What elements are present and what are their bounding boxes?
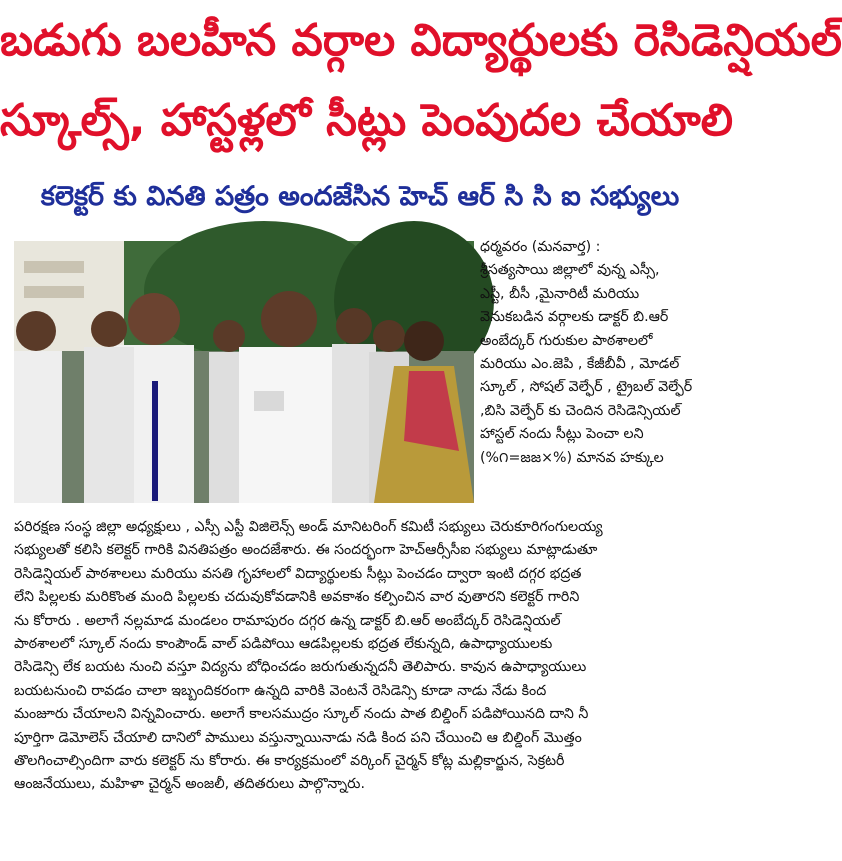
article-line: లేని పిల్లలకు మరికొంత మంది పిల్లలకు చదువుకోవడానికి అవకాశం కల్పించిన వార వుతారని కలెక్టర్ గారిని [14, 589, 580, 606]
article-line: ఎస్టీ, బీసీ ,మైనారిటీ మరియు [480, 285, 640, 302]
article-line: రెసిడెన్షియల్ పాఠశాలలు మరియు వసతి గృహాలలో విద్యార్థులకు సీట్లు పెంచడం ద్వారా ఇంటి దగ్గర భద్రత [14, 565, 582, 582]
news-photo [14, 241, 474, 503]
subheadline: కలెక్టర్ కు వినతి పత్రం అందజేసిన హెచ్ ఆర్ సి సి ఐ సభ్యులు [40, 181, 680, 212]
article-line: హాస్టల్ నందు సీట్లు పెంచా లని [480, 426, 644, 443]
article-line: మరియు ఎం.జెపి , కేజీబీవీ , మోడల్ [480, 355, 680, 372]
article-line: సభ్యులతో కలిసి కలెక్టర్ గారికి వినతిపత్రం అందజేశారు. ఈ సందర్భంగా హెచ్ఆర్సీసీఐ సభ్యులు మాట్లాడుతూ [14, 542, 598, 559]
article-line: తొలగించాల్సిందిగా వారు కలెక్టర్ ను కోరారు. ఈ కార్యక్రమంలో వర్కింగ్ చైర్మన్ కోట్ల మల్లికార్జున, సెక్రటరీ [14, 752, 565, 769]
article-line: రెసిడెన్సి లేక బయట నుంచి వస్తూ విద్యను బోధించడం జరుగుతున్నదనీ తెలిపారు. కావున ఉపాధ్యాయులు [14, 659, 587, 676]
article-line: బయటనుంచి రావడం చాలా ఇబ్బందికరంగా ఉన్నది వారికి వెంటనే రెసిడెన్సి కూడా నాడు నేడు కింద [14, 682, 547, 699]
article-line: శ్రీసత్యసాయి జిల్లాలో వున్న ఎస్సీ, [480, 262, 660, 279]
article-line: స్కూల్ , సోషల్ వెల్ఫేర్ , ట్రైబల్ వెల్ఫేర్ [480, 379, 693, 396]
article-line: పరిరక్షణ సంస్థ జిల్లా అధ్యక్షులు , ఎస్సీ ఎస్టీ విజిలెన్స్ అండ్ మానిటరింగ్ కమిటీ సభ్యులు చెరుకూరిగంగులయ్య [14, 519, 603, 535]
article-line: ను కోరారు . అలాగే నల్లమాడ మండలం రామాపురం దగ్గర ఉన్న డాక్టర్ బి.ఆర్ అంబేద్కర్ రెసిడెన్షియల్ [14, 612, 561, 629]
headline-line-1: బడుగు బలహీన వర్గాల విద్యార్థులకు రెసిడెన్షియల్ [0, 15, 842, 66]
article-line: మంజూరు చేయాలని విన్నవించారు. అలాగే కాలసముద్రం స్కూల్ నందు పాత బిల్డింగ్ పడిపోయినది దాని నీ [14, 706, 589, 723]
article-line: పూర్తిగా డెమోలెస్ చేయాలి దానిలో పాములు వస్తున్నాయినాడు నడి కింద పని చేయించి ఆ బిల్డింగ్ మొత్తం [14, 729, 582, 746]
article-side-column [480, 236, 706, 470]
article-full-column [14, 516, 710, 797]
article-line: ధర్మవరం (మనవార్త) : [480, 239, 601, 255]
article-line: (%౧=జజ×%) మానవ హక్కుల [480, 449, 664, 466]
article-line: పాఠశాలలో స్కూల్ నందు కాంపౌండ్ వాల్ పడిపోయి ఆడపిల్లలకు భద్రత లేకున్నది, ఉపాధ్యాయులకు [14, 635, 553, 652]
article-line: ,బిసి వెల్ఫేర్ కు చెందిన రెసిడెన్సియల్ [480, 402, 681, 419]
headline-line-2: స్కూల్స్, హాస్టళ్లలో సీట్లు పెంపుదల చేయాలి [0, 95, 733, 146]
article-line: ఆంజనేయులు, మహిళా చైర్మన్ అంజలీ, తదితరులు పాల్గొన్నారు. [14, 776, 365, 793]
article-line: అంబేద్కర్ గురుకుల పాఠశాలలో [480, 332, 653, 349]
article-line: వెనుకబడిన వర్గాలకు డాక్టర్ బి.ఆర్ [480, 309, 669, 326]
